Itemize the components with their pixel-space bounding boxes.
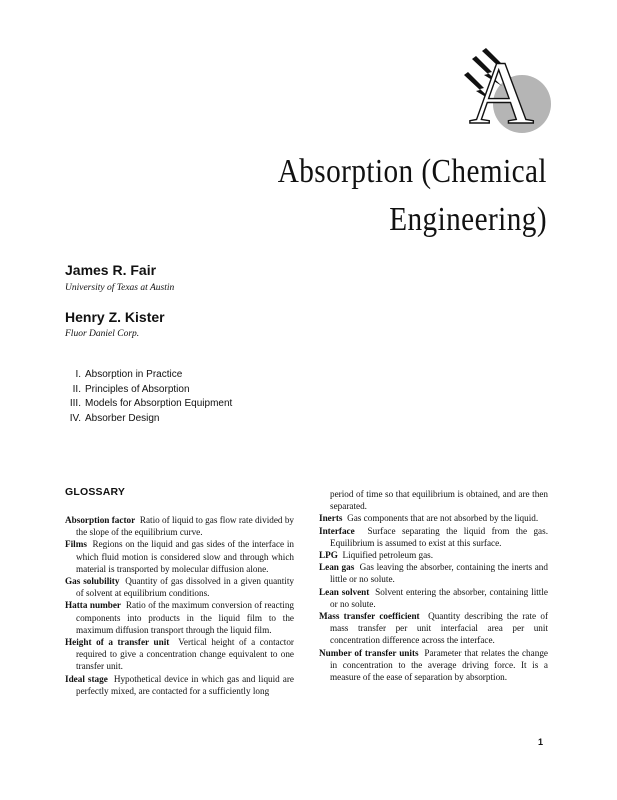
glossary-column-right <box>319 488 548 683</box>
glossary-entry <box>319 586 548 610</box>
glossary-entry <box>65 575 294 599</box>
glossary-entry <box>319 549 548 561</box>
author-affiliation: Fluor Daniel Corp. <box>65 329 140 339</box>
author-name: Henry Z. Kister <box>65 309 165 325</box>
glossary-term: Number of transfer units <box>319 647 419 658</box>
glossary-entry <box>319 512 548 524</box>
glossary-definition: Quantity of gas dissolved in a given quantity of solvent at equilibrium conditions. <box>76 576 294 599</box>
toc-label: Principles of Absorption <box>85 383 190 395</box>
toc-number: I. <box>75 369 81 380</box>
glossary-definition: Gas components that are not absorbed by the liquid. <box>347 513 539 524</box>
glossary-term: LPG <box>319 550 338 561</box>
glossary-term: Mass transfer coefficient <box>319 611 420 622</box>
glossary-definition: Gas leaving the absorber, containing the inerts and little or no solute. <box>330 562 548 585</box>
glossary-entry-continued <box>319 488 548 512</box>
toc-item <box>65 397 232 412</box>
glossary-definition: period of time so that equilibrium is obtained, and are then separated. <box>330 489 548 512</box>
glossary-entry <box>319 610 548 647</box>
glossary-entry <box>65 514 294 538</box>
glossary-definition: Ratio of the maximum conversion of reacting components into products in the liquid film to the maximum diffusion transport through the liquid film. <box>76 600 295 635</box>
glossary-term: Inerts <box>319 513 343 524</box>
glossary-term: Lean gas <box>319 562 355 573</box>
toc-item <box>65 368 232 383</box>
glossary-entry <box>65 673 294 697</box>
glossary-definition: Regions on the liquid and gas sides of the interface in which fluid motion is considered slow and through which material is transported by molecular diffusion alone. <box>76 539 295 574</box>
author-name: James R. Fair <box>65 262 157 278</box>
logo-letter: A <box>469 44 534 143</box>
glossary-heading: GLOSSARY <box>65 486 126 498</box>
toc-number: II. <box>72 383 81 395</box>
toc-label: Models for Absorption Equipment <box>85 398 233 409</box>
glossary-definition: Quantity describing the rate of mass transfer per unit interfacial area per unit concentration difference across the interface. <box>330 611 548 646</box>
glossary-term: Ideal stage <box>65 673 108 684</box>
title-line-1: Absorption (Chemical <box>277 153 547 190</box>
glossary-entry <box>319 525 548 549</box>
author-affiliation: University of Texas at Austin <box>65 283 175 293</box>
glossary-term: Hatta number <box>65 600 122 611</box>
glossary-term: Lean solvent <box>319 586 370 597</box>
glossary-definition: Surface separating the liquid from the gas. Equilibrium is assumed to exist at this surface. <box>330 525 548 548</box>
glossary-term: Gas solubility <box>65 576 120 587</box>
toc-number: III. <box>69 398 81 409</box>
glossary-definition: Ratio of liquid to gas flow rate divided by the slope of the equilibrium curve. <box>76 515 295 538</box>
glossary-entry <box>319 561 548 585</box>
glossary-definition: Solvent entering the absorber, containing little or no solute. <box>330 586 548 609</box>
glossary-definition: Hypothetical device in which gas and liquid are perfectly mixed, are contacted for a sufficiently long <box>76 673 294 696</box>
toc-item <box>65 412 232 427</box>
glossary-entry <box>65 538 294 575</box>
article-title <box>186 148 547 244</box>
glossary-definition: Liquified petroleum gas. <box>342 550 434 561</box>
glossary-term: Absorption factor <box>65 515 136 525</box>
glossary-entry <box>319 647 548 684</box>
glossary-column-left <box>65 514 294 697</box>
glossary-term: Height of a transfer unit <box>65 637 170 648</box>
glossary-definition: Parameter that relates the change in concentration to the average driving force. It is a measure of the ease of separation by absorption. <box>330 647 548 683</box>
glossary-definition: Vertical height of a contactor required to give a concentration change equivalent to one transfer unit. <box>76 637 294 672</box>
toc-item <box>65 383 232 398</box>
glossary-term: Interface <box>319 525 355 536</box>
glossary-entry <box>65 636 294 673</box>
title-line-2: Engineering) <box>389 201 547 238</box>
toc-label: Absorber Design <box>85 412 160 424</box>
toc-label: Absorption in Practice <box>85 369 183 380</box>
page-number: 1 <box>538 737 544 747</box>
glossary-term: Films <box>65 539 87 550</box>
toc-number: IV. <box>69 412 81 424</box>
table-of-contents <box>65 368 232 426</box>
glossary-entry <box>65 599 294 636</box>
